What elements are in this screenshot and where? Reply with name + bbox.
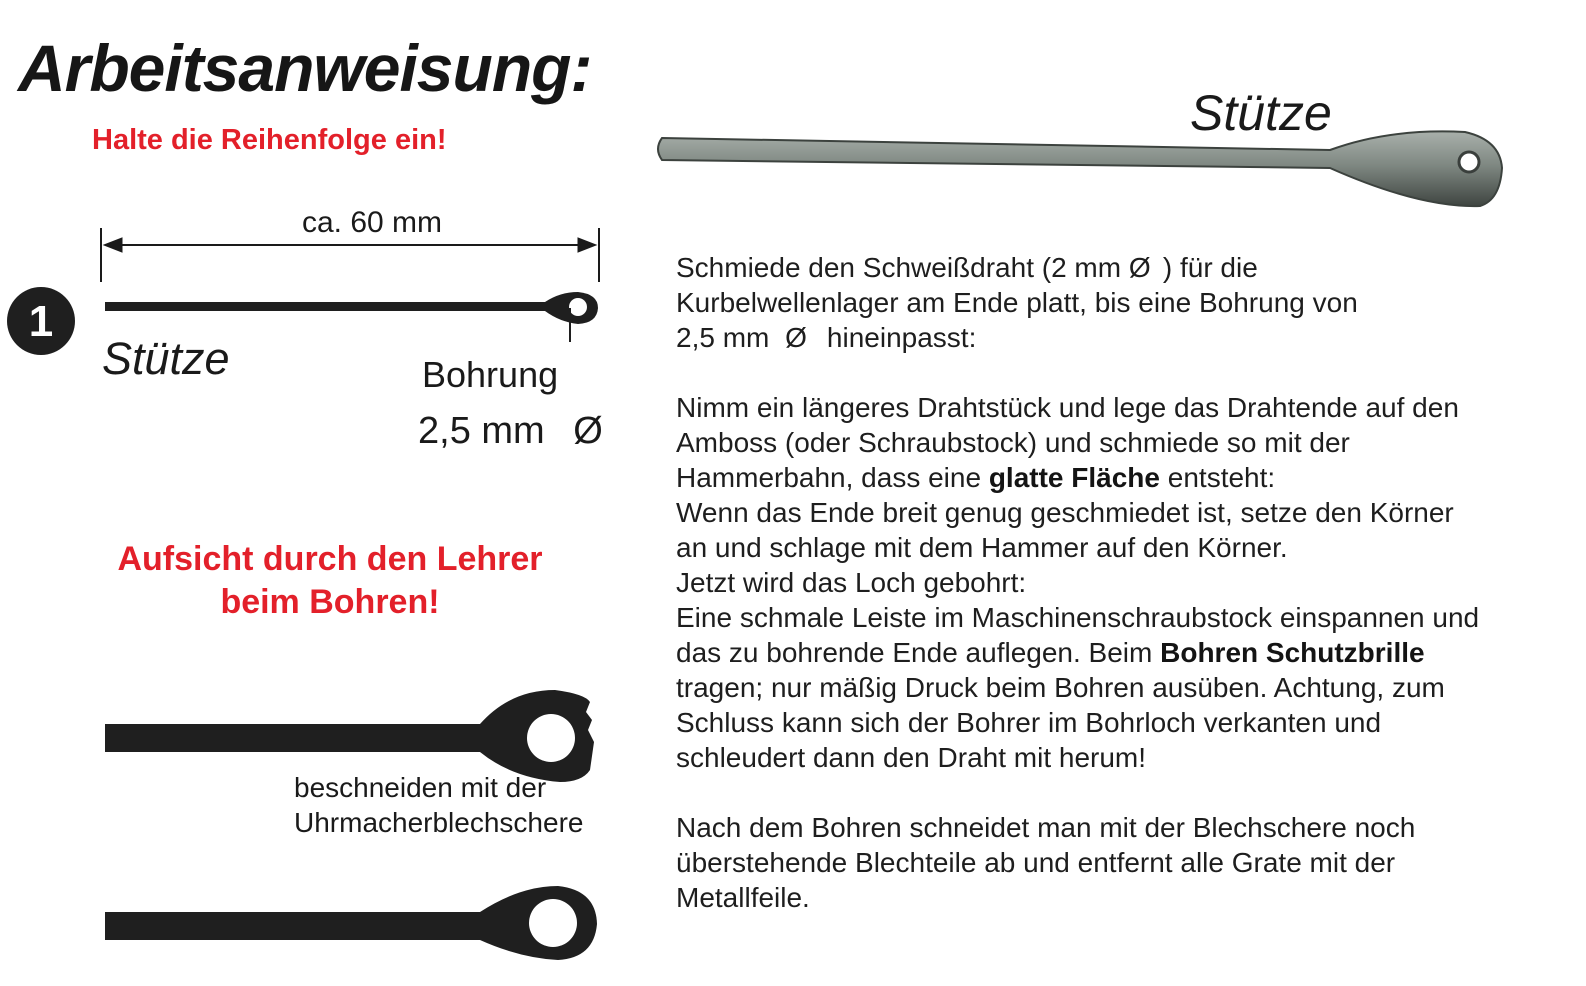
p1-line3b: hineinpasst:: [826, 322, 977, 353]
dimension-label: ca. 60 mm: [302, 206, 443, 239]
p2-line4: Wenn das Ende breit genug geschmiedet ist, setze den Körner: [676, 497, 1454, 528]
p3-line3: Metallfeile.: [676, 882, 810, 913]
p2-line8-bold: Bohren Schutzbrille: [1160, 637, 1425, 668]
supervision-warning: [60, 538, 600, 624]
warning-line-2: beim Bohren!: [220, 583, 440, 621]
p2-line5: an und schlage mit dem Hammer auf den Körner.: [676, 532, 1288, 563]
instructions-paragraph-3: [676, 810, 1576, 915]
p2-line3b: entsteht:: [1167, 462, 1276, 493]
diameter-symbol: Ø: [573, 410, 603, 452]
p2-line9: tragen; nur mäßig Druck beim Bohren ausüben. Achtung, zum: [676, 672, 1445, 703]
p2-line1: Nimm ein längeres Drahtstück und lege das Drahtende auf den: [676, 392, 1459, 423]
hole-size: [418, 410, 603, 453]
p3-line2: überstehende Blechteile ab und entfernt alle Grate mit der: [676, 847, 1396, 878]
p2-line8a: das zu bohrende Ende auflegen. Beim: [676, 637, 1153, 668]
support-rod-photo: [658, 131, 1502, 206]
p2-line10: Schluss kann sich der Bohrer im Bohrloch verkanten und: [676, 707, 1382, 738]
part-label: Stütze: [102, 333, 230, 384]
instructions-paragraph-1: [676, 250, 1576, 355]
cut-note: [294, 770, 583, 840]
cut-note-line-2: Uhrmacherblechschere: [294, 807, 584, 838]
diameter-symbol-inline: Ø: [1128, 252, 1151, 283]
page-title: Arbeitsanweisung:: [18, 31, 592, 105]
rod-diagram-trimmed: [105, 886, 597, 960]
instructions-paragraph-2: [676, 390, 1576, 775]
p2-line2: Amboss (oder Schraubstock) und schmiede so mit der: [676, 427, 1350, 458]
photo-label: Stütze: [1190, 85, 1332, 141]
cut-note-line-1: beschneiden mit der: [294, 772, 547, 803]
p2-line3-bold: glatte Fläche: [988, 462, 1160, 493]
instructions-text: [676, 250, 1576, 950]
p2-line6: Jetzt wird das Loch gebohrt:: [676, 567, 1027, 598]
p3-line1: Nach dem Bohren schneidet man mit der Blechschere noch: [676, 812, 1416, 843]
step-number: 1: [28, 297, 54, 346]
p1-line3a: 2,5 mm: [676, 322, 770, 353]
sequence-hint: Halte die Reihenfolge ein!: [92, 124, 447, 156]
p2-line7: Eine schmale Leiste im Maschinenschraubstock einspannen und: [676, 602, 1480, 633]
hole-label: Bohrung: [422, 354, 559, 395]
p2-line11: schleudert dann den Draht mit herum!: [676, 742, 1147, 773]
rod-diagram-rough-end: [105, 690, 594, 782]
p2-line3a: Hammerbahn, dass eine: [676, 462, 982, 493]
p1-line1a: Schmiede den Schweißdraht (2 mm: [676, 252, 1122, 283]
diameter-symbol-inline: Ø: [785, 322, 807, 353]
p1-line1b: ) für die: [1162, 252, 1258, 283]
p1-line2: Kurbelwellenlager am Ende platt, bis eine Bohrung von: [676, 287, 1358, 318]
hole-size-value: 2,5 mm: [418, 410, 545, 452]
warning-line-1: Aufsicht durch den Lehrer: [117, 540, 543, 578]
